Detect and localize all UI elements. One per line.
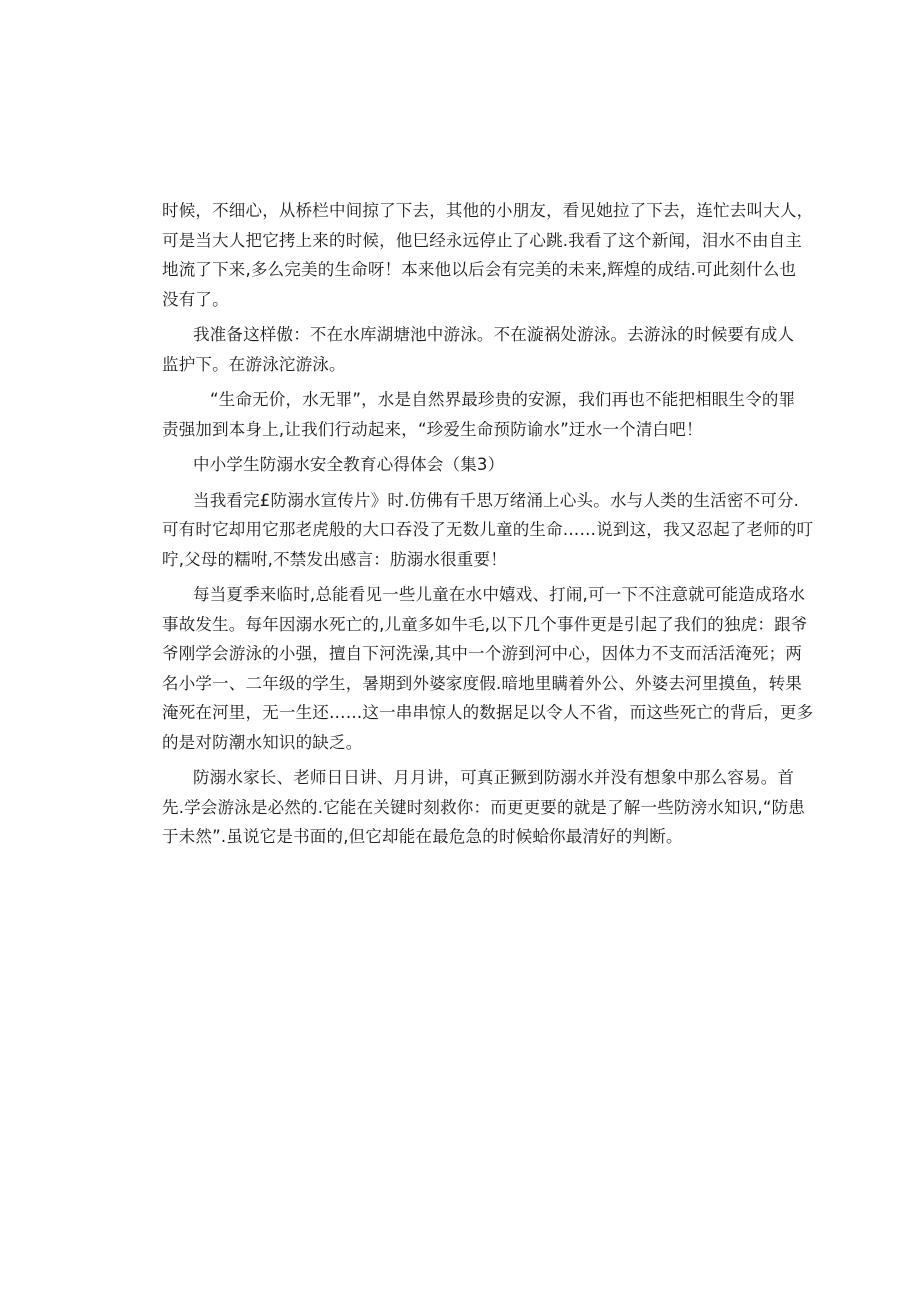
text-line: 地流了下来,多么完美的生命呀！本来他以后会有完美的未来,辉煌的成结.可此刻什么也 xyxy=(162,260,797,279)
section-title: 中小学生防溺水安全教育心得体会（集3） xyxy=(193,455,505,474)
text-line: 监护下。在游泳沱游泳。 xyxy=(162,354,346,374)
text-line: 事故发生。每年因溺水死亡的,儿童多如牛毛,以下几个事件更是引起了我们的独虎：跟爷 xyxy=(162,614,808,634)
paragraph-closing-call xyxy=(162,385,796,444)
paragraph-summer-incidents xyxy=(162,580,814,757)
text-line: 当我看完£防溺水宣传片》时.仿佛有千思万绪涌上心头。水与人类的生活密不可分. xyxy=(193,490,800,510)
text-line: 责强加到本身上,让我们行动起来，“珍爱生命预防谕水”迂水一个清白吧！ xyxy=(162,419,703,439)
text-line: 名小学一、二年级的学生，暑期到外婆家度假.暗地里瞒着外公、外婆去河里摸鱼，转果 xyxy=(162,673,803,693)
text-line: 爷刚学会游泳的小强，擅自下河洗澡,其中一个游到河中心，因体力不支而活活淹死；两 xyxy=(162,644,803,663)
text-line: 淹死在河里，无一生还……这一串串惊人的数据足以令人不省，而这些死亡的背后，更多 xyxy=(162,703,814,722)
text-line: 咛,父母的糯咐,不禁发出感言：肪溺水很重要！ xyxy=(162,549,507,569)
text-line: 每当夏季来临时,总能看见一些儿童在水中嬉戏、打闹,可一下不注意就可能造成珞水 xyxy=(193,585,806,604)
paragraph-prevention-advice xyxy=(162,763,805,852)
text-line: 我准备这样傲：不在水库湖塘池中游泳。不在漩祸处游泳。去游泳的时候要有成人 xyxy=(193,325,795,344)
paragraph-plan xyxy=(162,320,795,379)
text-line: 时候，不细心，从桥栏中间掠了下去，其他的小朋友，看见她拉了下去，连忙去叫大人， xyxy=(162,201,814,220)
paragraph-news-story xyxy=(162,196,814,314)
text-line: 先.学会游泳是必然的.它能在关键时刻救你：而更更要的就是了解一些防滂水知识,“防患 xyxy=(162,797,805,817)
text-line: 可是当大人把它拷上来的时候，他巳经永远停止了心跳.我看了这个新闻，泪水不由自主 xyxy=(162,230,803,250)
text-line: 的是对防潮水知识的缺乏。 xyxy=(162,732,363,752)
text-line: 防溺水家长、老师日日讲、月月讲，可真正獗到防溺水并没有想象中那么容易。首 xyxy=(193,768,795,787)
text-line: 可有时它却用它那老虎般的大口吞没了无数儿童的生命……说到这，我又忍起了老师的叮 xyxy=(162,520,814,539)
text-line: 没有了。 xyxy=(162,289,229,309)
document-body xyxy=(162,196,814,858)
paragraph-intro xyxy=(162,486,814,575)
section-heading xyxy=(162,450,762,480)
text-line: “生命无价，水无罪”，水是自然界最珍贵的安源，我们再也不能把相眼生令的罪 xyxy=(210,390,796,409)
text-line: 于未然”.虽说它是书面的,但它却能在最危急的时候蛤你最清好的判断。 xyxy=(162,827,683,846)
